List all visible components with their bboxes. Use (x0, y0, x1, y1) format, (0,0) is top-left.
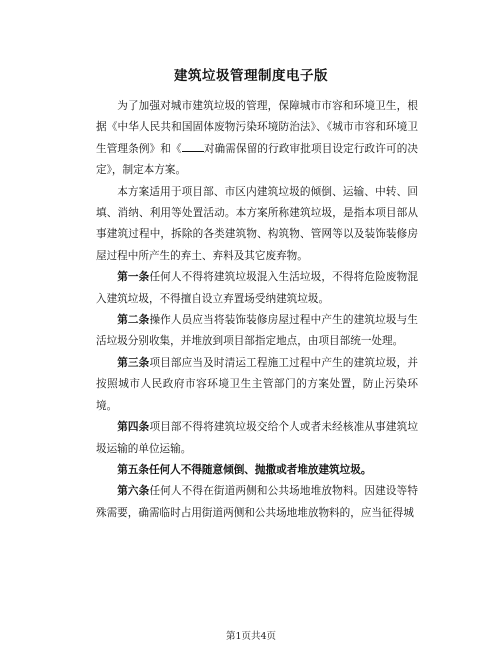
paragraph-intro (96, 96, 418, 182)
paragraph-intro-text-before: 为了加强对城市建筑垃圾的管理，保障城市市容和环境卫生，根据《中华人民共和国固体废物污染环境防治法》、《城市市容和环境卫生管理条例》和《 (96, 100, 418, 155)
article-3-text: 项目部应当及时清运工程施工过程中产生的建筑垃圾，并按照城市人民政府市容环境卫生主管部门的方案处置，防止污染环境。 (96, 356, 419, 412)
article-1 (96, 267, 418, 310)
article-1-text: 任何人不得将建筑垃圾混入生活垃圾，不得将危险废物混入建筑垃圾，不得擅自设立弃置场受纳建筑垃圾。 (96, 271, 419, 305)
article-4 (96, 417, 418, 460)
article-2-label: 第二条 (117, 314, 150, 327)
article-6 (96, 481, 418, 524)
article-4-text: 项目部不得将建筑垃圾交给个人或者未经核准从事建筑垃圾运输的单位运输。 (96, 421, 419, 455)
article-1-label: 第一条 (117, 271, 150, 284)
article-6-label: 第六条 (117, 485, 150, 498)
article-4-label: 第四条 (117, 421, 150, 434)
article-3-label: 第三条 (117, 356, 150, 369)
article-5-text: 第五条任何人不得随意倾倒、抛撒或者堆放建筑垃圾。 (117, 463, 372, 476)
article-3 (96, 353, 418, 417)
article-6-text: 任何人不得在街道两侧和公共场地堆放物料。因建设等特殊需要，确需临时占用街道两侧和公共场地堆放物料的，应当征得城 (96, 485, 419, 519)
paragraph-scope (96, 182, 418, 268)
document-body (96, 96, 418, 524)
article-2 (96, 310, 418, 353)
page-footer: 第1页共4页 (225, 631, 277, 642)
article-2-text: 操作人员应当将装饰装修房屋过程中产生的建筑垃圾与生活垃圾分别收集，并堆放到项目部指定地点，由项目部统一处理。 (96, 314, 419, 348)
document-title: 建筑垃圾管理制度电子版 (174, 68, 328, 84)
article-5 (96, 460, 418, 481)
paragraph-intro-text-after: 对确需保留的行政审批项目设定行政许可的决定》，制定本方案。 (96, 142, 419, 177)
paragraph-scope-text: 本方案适用于项目部、市区内建筑垃圾的倾倒、运输、中转、回填、消纳、利用等处置活动。本方案所称建筑垃圾，是指本项目部从事建筑过程中，拆除的各类建筑物、构筑物、管网等以及装饰装修房屋过程中所产生的弃土、弃料及其它废弃物。 (96, 185, 418, 262)
blank-underline (182, 141, 204, 152)
